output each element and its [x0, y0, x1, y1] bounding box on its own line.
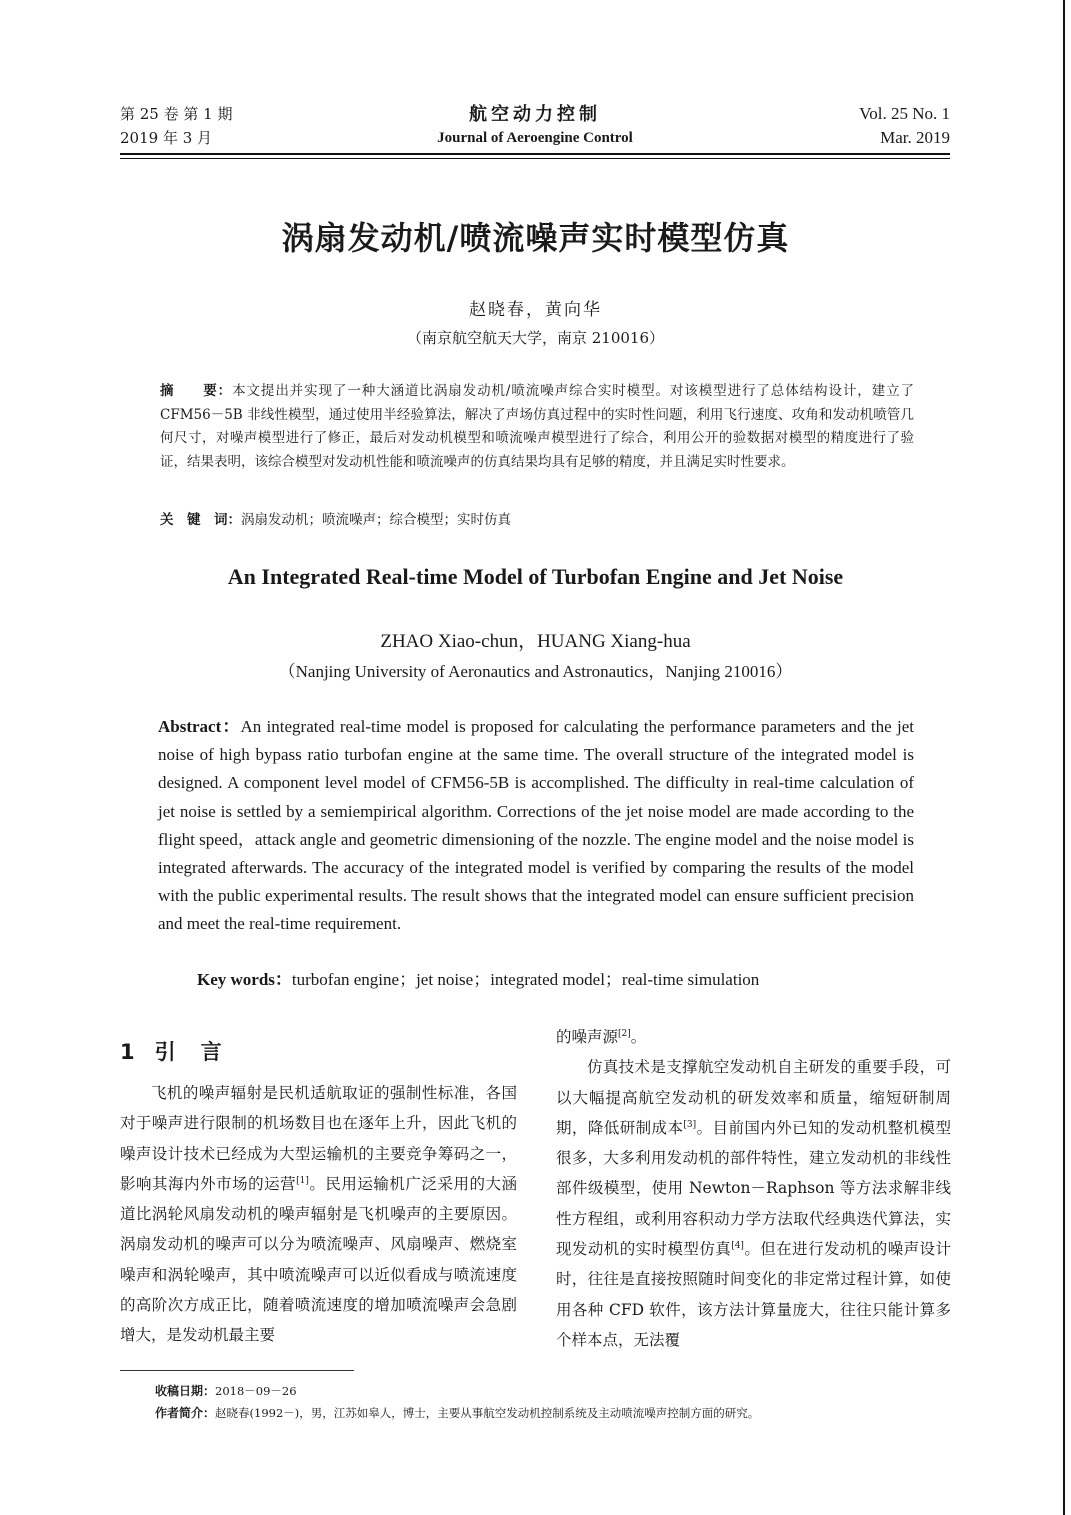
body-paragraph: [556, 1052, 951, 1355]
keywords-cn: [160, 508, 914, 532]
volume-issue-line: 第 25 卷 第 1 期: [120, 105, 233, 123]
received-label: 收稿日期：: [155, 1384, 216, 1398]
paper-title-en: An Integrated Real-time Model of Turbofan Engine and Jet Noise: [227, 564, 844, 589]
abstract-en-label: Abstract：: [158, 717, 241, 736]
footnote-rule: [120, 1370, 354, 1371]
body-text: 。目前国内外已知的发动机整机模型很多，大多利用发动机的部件特性，建立发动机的非线性部件级模型，使用 Newton－Raphson 等方法求解非线性方程组，或利用容积动力学方法取代经典迭代算法，实现发动机的实时模型仿真: [556, 1118, 951, 1259]
body-text: 仿真技术是支撑航空发动机自主研发的重要手段，可以大幅提高航空发动机的研发效率和质量，缩短研制周期，降低研制成本: [556, 1058, 951, 1137]
abstract-cn: [160, 380, 914, 474]
body-column-left: [120, 1078, 517, 1351]
footnotes: [155, 1380, 955, 1424]
abstract-en: [158, 713, 914, 939]
section-number: 1: [120, 1040, 137, 1064]
body-text: 。民用运输机广泛采用的大涵道比涡轮风扇发动机的噪声辐射是飞机噪声的主要原因。涡扇发动机的噪声可以分为喷流噪声、风扇噪声、燃烧室噪声和涡轮噪声，其中喷流噪声可以近似看成与喷流速度的高阶次方成正比，随着喷流速度的增加喷流噪声会急剧增大，是发动机最主要: [120, 1174, 517, 1345]
keywords-en-text: turbofan engine；jet noise；integrated model；real-time simulation: [291, 970, 760, 989]
citation-ref: [1]: [296, 1175, 309, 1186]
journal-name-en: Journal of Aeroengine Control: [437, 130, 633, 146]
body-text: 的噪声源: [556, 1028, 619, 1046]
author-bio: 赵晓春(1992－)，男，江苏如皋人，博士，主要从事航空发动机控制系统及主动喷流噪声控制方面的研究。: [215, 1406, 760, 1420]
keywords-cn-text: 涡扇发动机；喷流噪声；综合模型；实时仿真: [241, 512, 511, 528]
abstract-en-text: An integrated real-time model is proposed for calculating the performance parameters and the jet noise of high bypass ratio turbofan engine at the same time. The overall structure of the integrated model is designed. A component level model of CFM56-5B is accomplished. The difficulty in real-time calculation of jet noise is settled by a semiempirical algorithm. Corrections of the jet noise model are made according to the flight speed，attack angle and geometric dimensioning of the nozzle. The engine model and the noise model is integrated afterwards. The accuracy of the integrated model is verified by comparing the results of the model with the public experimental results. The result shows that the integrated model can ensure sufficient precision and meet the real-time requirement.: [158, 717, 914, 934]
date-en-line: Mar. 2019: [880, 128, 950, 147]
header-rule-thin: [120, 158, 950, 159]
footnote-received: [155, 1380, 955, 1402]
citation-ref: [2]: [618, 1028, 631, 1039]
citation-ref: [3]: [683, 1119, 697, 1130]
citation-ref: [4]: [731, 1240, 744, 1251]
footnote-author: [155, 1402, 955, 1424]
journal-header: [120, 102, 950, 158]
affiliation-en: （Nanjing University of Aeronautics and Astronautics，Nanjing 210016）: [278, 662, 793, 681]
keywords-en: [197, 966, 917, 994]
journal-name-cn: 航空动力控制: [469, 104, 601, 125]
affiliation-cn: （南京航空航天大学，南京 210016）: [406, 329, 665, 347]
body-paragraph: [556, 1022, 951, 1052]
header-rule-thick: [120, 153, 950, 155]
author-bio-label: 作者简介：: [155, 1406, 216, 1420]
section-heading: [120, 1036, 224, 1066]
volume-issue-en-line: Vol. 25 No. 1: [859, 104, 950, 123]
received-date: 2018－09－26: [215, 1384, 297, 1398]
keywords-cn-label: 关 键 词：: [160, 512, 241, 528]
abstract-cn-text: 本文提出并实现了一种大涵道比涡扇发动机/喷流噪声综合实时模型。对该模型进行了总体结构设计，建立了 CFM56－5B 非线性模型，通过使用半经验算法，解决了声场仿真过程中的实时性问题，利用飞行速度、攻角和发动机喷管几何尺寸，对噪声模型进行了修正，最后对发动机模型和喷流噪声模型进行了综合，利用公开的验数据对模型的精度进行了验证，结果表明，该综合模型对发动机性能和喷流噪声的仿真结果均具有足够的精度，并且满足实时性要求。: [160, 383, 915, 470]
body-paragraph: [120, 1078, 517, 1351]
authors-cn: 赵晓春，黄向华: [469, 300, 602, 320]
keywords-en-label: Key words：: [197, 970, 292, 989]
volume-issue-en: [859, 102, 950, 150]
body-text: 。但在进行发动机的噪声设计时，往往是直接按照随时间变化的非定常过程计算，如使用各种 CFD 软件，该方法计算量庞大，往往只能计算多个样本点，无法覆: [556, 1240, 951, 1349]
body-text: 飞机的噪声辐射是民机适航取证的强制性标准，各国对于噪声进行限制的机场数目也在逐年上升，因此飞机的噪声设计技术已经成为大型运输机的主要竞争筹码之一，影响其海内外市场的运营: [120, 1084, 517, 1193]
body-column-right: [556, 1022, 951, 1355]
journal-name: [120, 102, 950, 148]
body-text: 。: [630, 1028, 647, 1046]
paper-title-cn: 涡扇发动机/喷流噪声实时模型仿真: [281, 219, 790, 257]
section-title: 引 言: [154, 1040, 224, 1064]
date-cn-line: 2019 年 3 月: [120, 129, 213, 147]
abstract-cn-label: 摘 要：: [160, 383, 233, 399]
authors-en: ZHAO Xiao-chun，HUANG Xiang-hua: [380, 631, 691, 652]
